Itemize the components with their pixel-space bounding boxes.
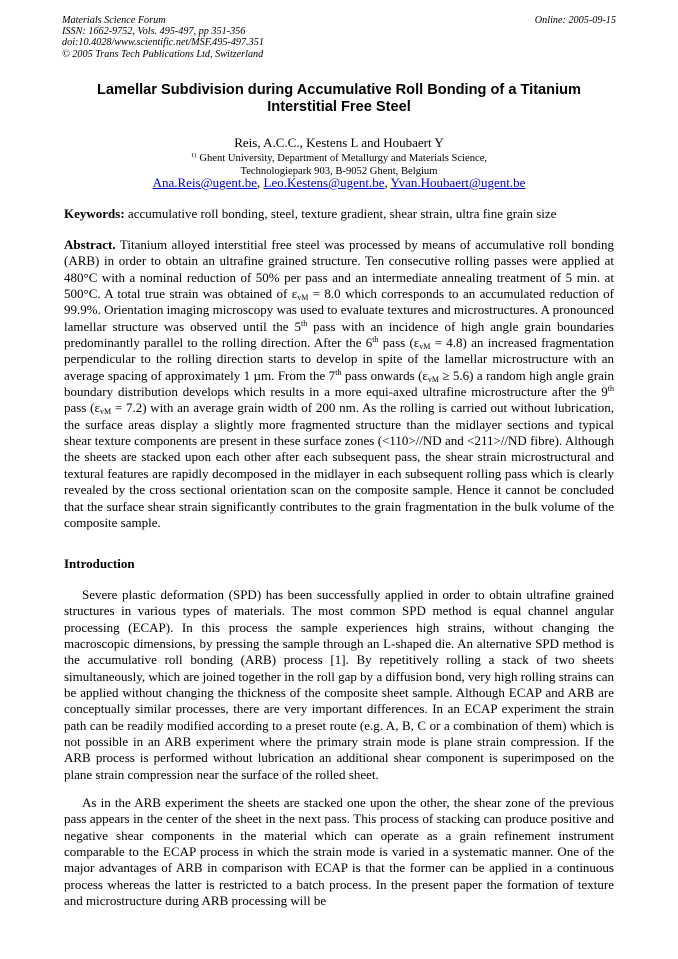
affiliation-marker: 1) <box>190 152 197 159</box>
paper-title: Lamellar Subdivision during Accumulative Roll Bonding of a Titanium Interstitial Free Steel <box>96 82 582 115</box>
online-date: Online: 2005-09-15 <box>534 15 616 26</box>
email-link-kestens[interactable]: Leo.Kestens@ugent.be <box>263 175 385 190</box>
affiliation-line-2: Technologiepark 903, B-9052 Ghent, Belgium <box>240 165 438 177</box>
journal-header <box>62 15 616 60</box>
email-link-reis[interactable]: Ana.Reis@ugent.be <box>152 175 257 190</box>
abstract-label: Abstract. <box>64 237 116 252</box>
keywords-text: accumulative roll bonding, steel, texture gradient, shear strain, ultra fine grain size <box>124 206 557 221</box>
journal-name: Materials Science Forum <box>62 15 166 26</box>
introduction-heading: Introduction <box>64 556 135 571</box>
issn-line: ISSN: 1662-9752, Vols. 495-497, pp 351-356 <box>62 26 246 38</box>
introduction-paragraph-1: Severe plastic deformation (SPD) has been successfully applied in order to obtain ultrafine grained structures in various types of materials. The most common SPD method is equal channel angular processing (ECAP). In this process the sample experiences high strains, without changing the macroscopic dimensions, by pressing the sample through an L-shaped die. An alternative SPD method is the accumulative roll bonding (ARB) process [1]. By repetitively rolling a stack of two sheets simultaneously, which are joined together in the roll gap by a diffusion bond, very high rolling strains can be applied without changing the thickness of the composite sheet sample. Although ECAP and ARB are conceptually similar processes, there are very important differences. In an ECAP experiment the strain path can be readily modified according to a preset route (e.g. A, B, C or a combination of them) which is not possible in an ARB experiment where the primary strain mode is plane strain compression. If the ARB process is performed without lubrication an additional shear component is superimposed on the plane strain compression near the surface of the rolled sheet. <box>64 587 614 782</box>
authors: Reis, A.C.C., Kestens L and Houbaert Y <box>234 135 444 150</box>
copyright-line: © 2005 Trans Tech Publications Ltd, Switzerland <box>62 48 264 60</box>
email-link-houbaert[interactable]: Yvan.Houbaert@ugent.be <box>390 175 526 190</box>
introduction-paragraph-2: As in the ARB experiment the sheets are stacked one upon the other, the shear zone of the previous pass appears in the center of the sheet in the next pass. This process of stacking can produce positive and negative shear components in the material which can operate as a grain refinement instrument comparable to the ECAP process in which the strain mode is varied in a systematic manner. One of the major advantages of ARB in comparison with ECAP is that the former can be applied in a continuous process whereas the latter is restricted to a batch process. In the present paper the formation of texture and microstructure during ARB processing will be <box>64 795 614 909</box>
abstract: Abstract. Titanium alloyed interstitial free steel was processed by means of accumulative roll bonding (ARB) in order to obtain an ultrafine grained structure. Ten consecutive rolling passes were applied at 480°C with a nominal reduction of 50% per pass and an intermediate annealing treatment of 5 min. at 500°C. A total true strain was obtained of $\varepsilon_{vM} = 8.0$ which corresponds to an accumulated reduction of 99.9%. Orientation imaging microscopy was used to evaluate textures and microstructures. A pronounced lamellar structure was observed until the 5th pass with an incidence of high angle grain boundaries predominantly parallel to the rolling direction. After the 6th pass $(\varepsilon_{vM} = 4.8)$ an increased fragmentation perpendicular to the rolling direction starts to develop in spite of the lamellar microstructure with an average spacing of approximately 1 µm. From the 7th pass onwards $(\varepsilon_{vM} \ge 5.6)$ a random high angle grain boundary distribution develops which results in a more equi-axed ultrafine microstructure after the 9th pass $(\varepsilon_{vM} = 7.2)$ with an average grain width of 200 nm. As the rolling is carried out without lubrication, the surface areas display a slightly more fragmented structure than the midlayer sections and typical shear texture components are present in these surface zones (<110>//ND and <211>//ND fibre). Although the sheets are stacked upon each other after each subsequent pass, the shear strain microstructural and textural features are rapidly decomposed in the midlayer in each subsequent rolling pass which is clearly revealed by the cross sectional orientation scan on the composite sample. Hence it cannot be concluded that the surface shear strain significantly contributes to the grain fragmentation in the bulk volume of the composite sample. <box>64 237 614 530</box>
keywords <box>64 206 616 222</box>
affiliation-line-1: Ghent University, Department of Metallurgy and Materials Science, <box>199 153 488 164</box>
keywords-label: Keywords: <box>64 206 125 221</box>
affiliation <box>62 150 616 178</box>
author-emails: Ana.Reis@ugent.be, Leo.Kestens@ugent.be, Yvan.Houbaert@ugent.be <box>152 175 526 190</box>
doi-line: doi:10.4028/www.scientific.net/MSF.495-497.351 <box>62 37 264 49</box>
